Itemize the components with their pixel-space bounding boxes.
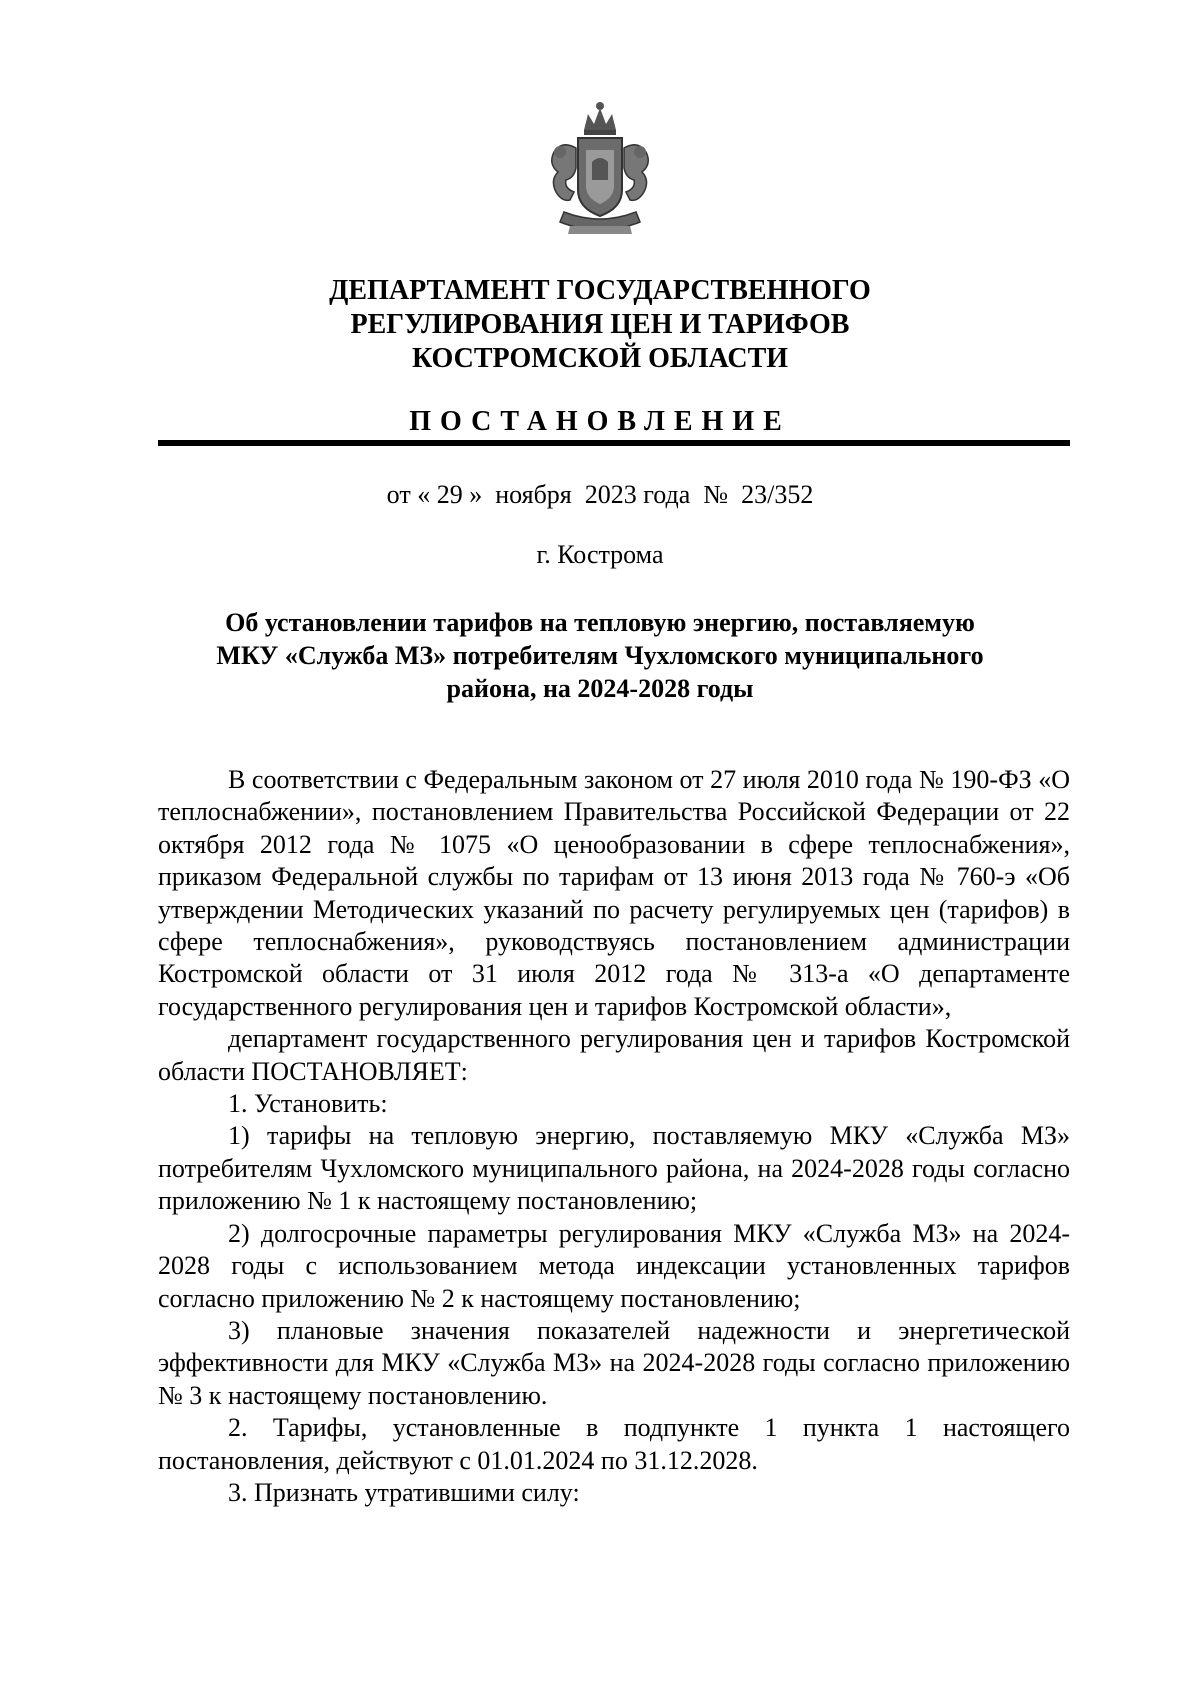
title-line-2: МКУ «Служба МЗ» потребителям Чухломского муниципального (216, 641, 984, 670)
paragraph-resolves: департамент государственного регулирования цен и тарифов Костромской области ПОСТАНОВЛЯЕТ: (158, 1024, 1070, 1086)
department-line-1: ДЕПАРТАМЕНТ ГОСУДАРСТВЕННОГО (329, 275, 871, 306)
department-line-2: РЕГУЛИРОВАНИЯ ЦЕН И ТАРИФОВ (350, 309, 850, 340)
city: г. Кострома (536, 540, 664, 569)
paragraph-subitem-1: 1) тарифы на тепловую энергию, поставляемую МКУ «Служба МЗ» потребителям Чухломского муниципального района, на 2024-2028 годы согласно приложению № 1 к настоящему постановлению; (158, 1121, 1070, 1216)
paragraph-item-3: 3. Признать утратившими силу: (228, 1477, 580, 1507)
department-name (160, 274, 1040, 376)
document-type-heading: ПОСТАНОВЛЕНИЕ (409, 406, 791, 437)
document-body (158, 764, 1070, 1509)
paragraph-subitem-3: 3) плановые значения показателей надежности и энергетической эффективности для МКУ «Служба МЗ» на 2024-2028 годы согласно приложению № 3 к настоящему постановлению. (158, 1315, 1070, 1410)
title-line-1: Об установлении тарифов на тепловую энергию, поставляемую (225, 608, 975, 637)
department-line-3: КОСТРОМСКОЙ ОБЛАСТИ (411, 343, 789, 374)
paragraph-preamble: В соответствии с Федеральным законом от 27 июля 2010 года № 190-ФЗ «О теплоснабжении», постановлением Правительства Российской Федерации от 22 октября 2012 года № 1075 «О ценообразовании в сфере теплоснабжения», приказом Федеральной службы по тарифам от 13 июня 2013 года № 760-э «Об утверждении Методических указаний по расчету регулируемых цен (тарифов) в сфере теплоснабжения», руководствуясь постановлением администрации Костромской области от 31 июля 2012 года № 313-а «О департаменте государственного регулирования цен и тарифов Костромской области», (158, 765, 1070, 1021)
date-and-number: от « 29 » ноября 2023 года № 23/352 (386, 480, 814, 509)
coat-of-arms-icon (540, 100, 660, 245)
paragraph-item-1: 1. Установить: (228, 1089, 388, 1119)
document-title (160, 606, 1040, 705)
title-line-3: района, на 2024-2028 годы (446, 674, 754, 703)
paragraph-subitem-2: 2) долгосрочные параметры регулирования МКУ «Служба МЗ» на 2024-2028 годы с использованием метода индексации установленных тарифов согласно приложению № 2 к настоящему постановлению; (158, 1218, 1070, 1313)
paragraph-item-2: 2. Тарифы, установленные в подпункте 1 пункта 1 настоящего постановления, действуют с 01.01.2024 по 31.12.2028. (158, 1413, 1070, 1475)
header-divider (158, 440, 1070, 446)
